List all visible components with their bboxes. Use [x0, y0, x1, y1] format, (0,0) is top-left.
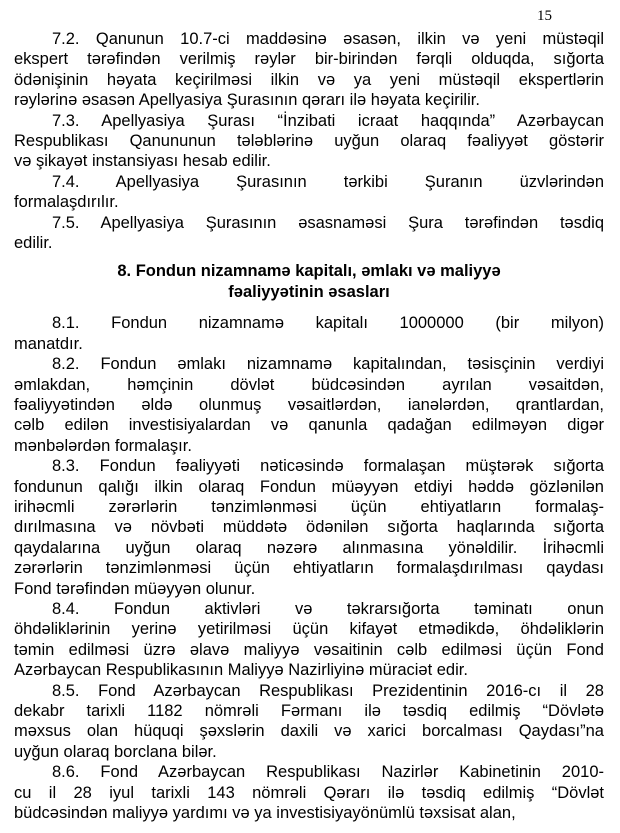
text-line: irihəcmli zərərlərin tənzimlənməsi üçün ehtiyatların formalaş-	[14, 497, 604, 516]
text-line: 7.5. Apellyasiya Şurasının əsasnaməsi Şura tərəfindən təsdiq	[52, 213, 604, 232]
paragraph-7-3	[14, 111, 604, 172]
text-line: formalaşdırılır.	[14, 193, 119, 212]
text-line: Respublikası Qanununun tələblərinə uyğun olaraq fəaliyyət göstərir	[14, 132, 604, 151]
text-line: manatdır.	[14, 334, 83, 353]
text-blocks	[0, 24, 620, 823]
text-line: dırılmasına və növbəti müddətə ödənilən sığorta haqlarında sığorta	[14, 518, 604, 537]
text-line: Fond tərəfindən müəyyən olunur.	[14, 579, 256, 598]
text-line: 7.3. Apellyasiya Şurası “İnzibati icraat haqqında” Azərbaycan	[52, 111, 604, 130]
text-line: 8.1. Fondun nizamnamə kapitalı 1000000 (bir milyon)	[52, 314, 604, 333]
paragraph-7-5	[14, 213, 604, 254]
text-line: 8.5. Fond Azərbaycan Respublikası Prezidentinin 2016-cı il 28	[52, 681, 604, 700]
text-line: uyğun olaraq borclana bilər.	[14, 742, 217, 761]
text-line: mənbələrdən formalaşır.	[14, 436, 192, 455]
text-line: məxsus olan hüquqi şəxslərin daxili və xarici borcalması Qaydası”na	[14, 722, 604, 741]
heading-8	[14, 261, 604, 302]
text-line: cəlb edilən investisiyalardan və qanunla qadağan edilməyən digər	[14, 416, 604, 435]
page-header	[0, 0, 620, 24]
text-line: ekspert tərəfindən verilmiş rəylər bir-birindən fərqli olduqda, sığorta	[14, 50, 604, 69]
text-line: 8. Fondun nizamnamə kapitalı, əmlakı və maliyyə	[117, 262, 501, 281]
paragraph-7-4	[14, 172, 604, 213]
text-line: rəylərinə əsasən Apellyasiya Şurasının qərarı ilə həyata keçirilir.	[14, 91, 480, 110]
text-line: 8.2. Fondun əmlakı nizamnamə kapitalından, təsisçinin verdiyi	[52, 355, 604, 374]
text-line: 7.2. Qanunun 10.7-ci maddəsinə əsasən, ilkin və yeni müstəqil	[52, 30, 604, 48]
text-line: Azərbaycan Respublikasının Maliyyə Nazirliyinə müraciət edir.	[14, 661, 468, 680]
text-line: fəaliyyətindən əldə olunmuş vəsaitlərdən, ianələrdən, qrantlardan,	[14, 395, 604, 414]
text-line: 8.6. Fond Azərbaycan Respublikası Nazirlər Kabinetinin 2010-	[52, 763, 604, 782]
text-line: fəaliyyətinin əsasları	[228, 282, 390, 301]
page-number: 15	[537, 8, 552, 24]
text-line: edilir.	[14, 234, 53, 253]
text-line: dekabr tarixli 1182 nömrəli Fərmanı ilə təsdiq edilmiş “Dövlətə	[14, 702, 604, 720]
text-line: öhdəliklərinin yerinə yetirilməsi üçün kifayət etmədikdə, öhdəliklərin	[14, 620, 604, 639]
text-line: ödənişinin həyata keçirilməsi ilkin və ya yeni müstəqil ekspertlərin	[14, 70, 604, 89]
text-line: zərərlərin tənzimlənməsi üçün ehtiyatların formalaşdırılması qaydası	[14, 559, 604, 578]
paragraph-8-6	[14, 762, 604, 823]
text-line: və şikayət instansiyası hesab edilir.	[14, 152, 271, 171]
text-line: təmin edilməsi üzrə əlavə maliyyə vəsaitinin cəlb edilməsi üçün Fond	[14, 640, 604, 659]
paragraph-8-2	[14, 354, 604, 456]
text-line: qaydalarına uyğun olaraq nəzərə alınmasına yönəldilir. İrihəcmli	[14, 538, 604, 557]
text-line: 8.3. Fondun fəaliyyəti nəticəsində formalaşan müştərək sığorta	[52, 457, 604, 476]
paragraph-7-2	[14, 29, 604, 111]
paragraph-8-1	[14, 313, 604, 354]
text-line: 7.4. Apellyasiya Şurasının tərkibi Şuranın üzvlərindən	[52, 172, 604, 191]
text-line: əmlakdan, həmçinin dövlət büdcəsindən ayrılan vəsaitdən,	[14, 375, 604, 394]
text-line: büdcəsindən maliyyə yardımı və ya investisiyayönümlü təxsisat alan,	[14, 804, 516, 823]
text-line: 8.4. Fondun aktivləri və təkrarsığorta təminatı onun	[52, 599, 604, 618]
text-line: cu il 28 iyul tarixli 143 nömrəli Qərarı ilə təsdiq edilmiş “Dövlət	[14, 783, 604, 802]
paragraph-8-5	[14, 681, 604, 763]
text-line: fondunun qalığı ilkin olaraq Fondun müəyyən etdiyi həddə gözlənilən	[14, 477, 604, 496]
paragraph-8-3	[14, 456, 604, 599]
paragraph-8-4	[14, 599, 604, 681]
